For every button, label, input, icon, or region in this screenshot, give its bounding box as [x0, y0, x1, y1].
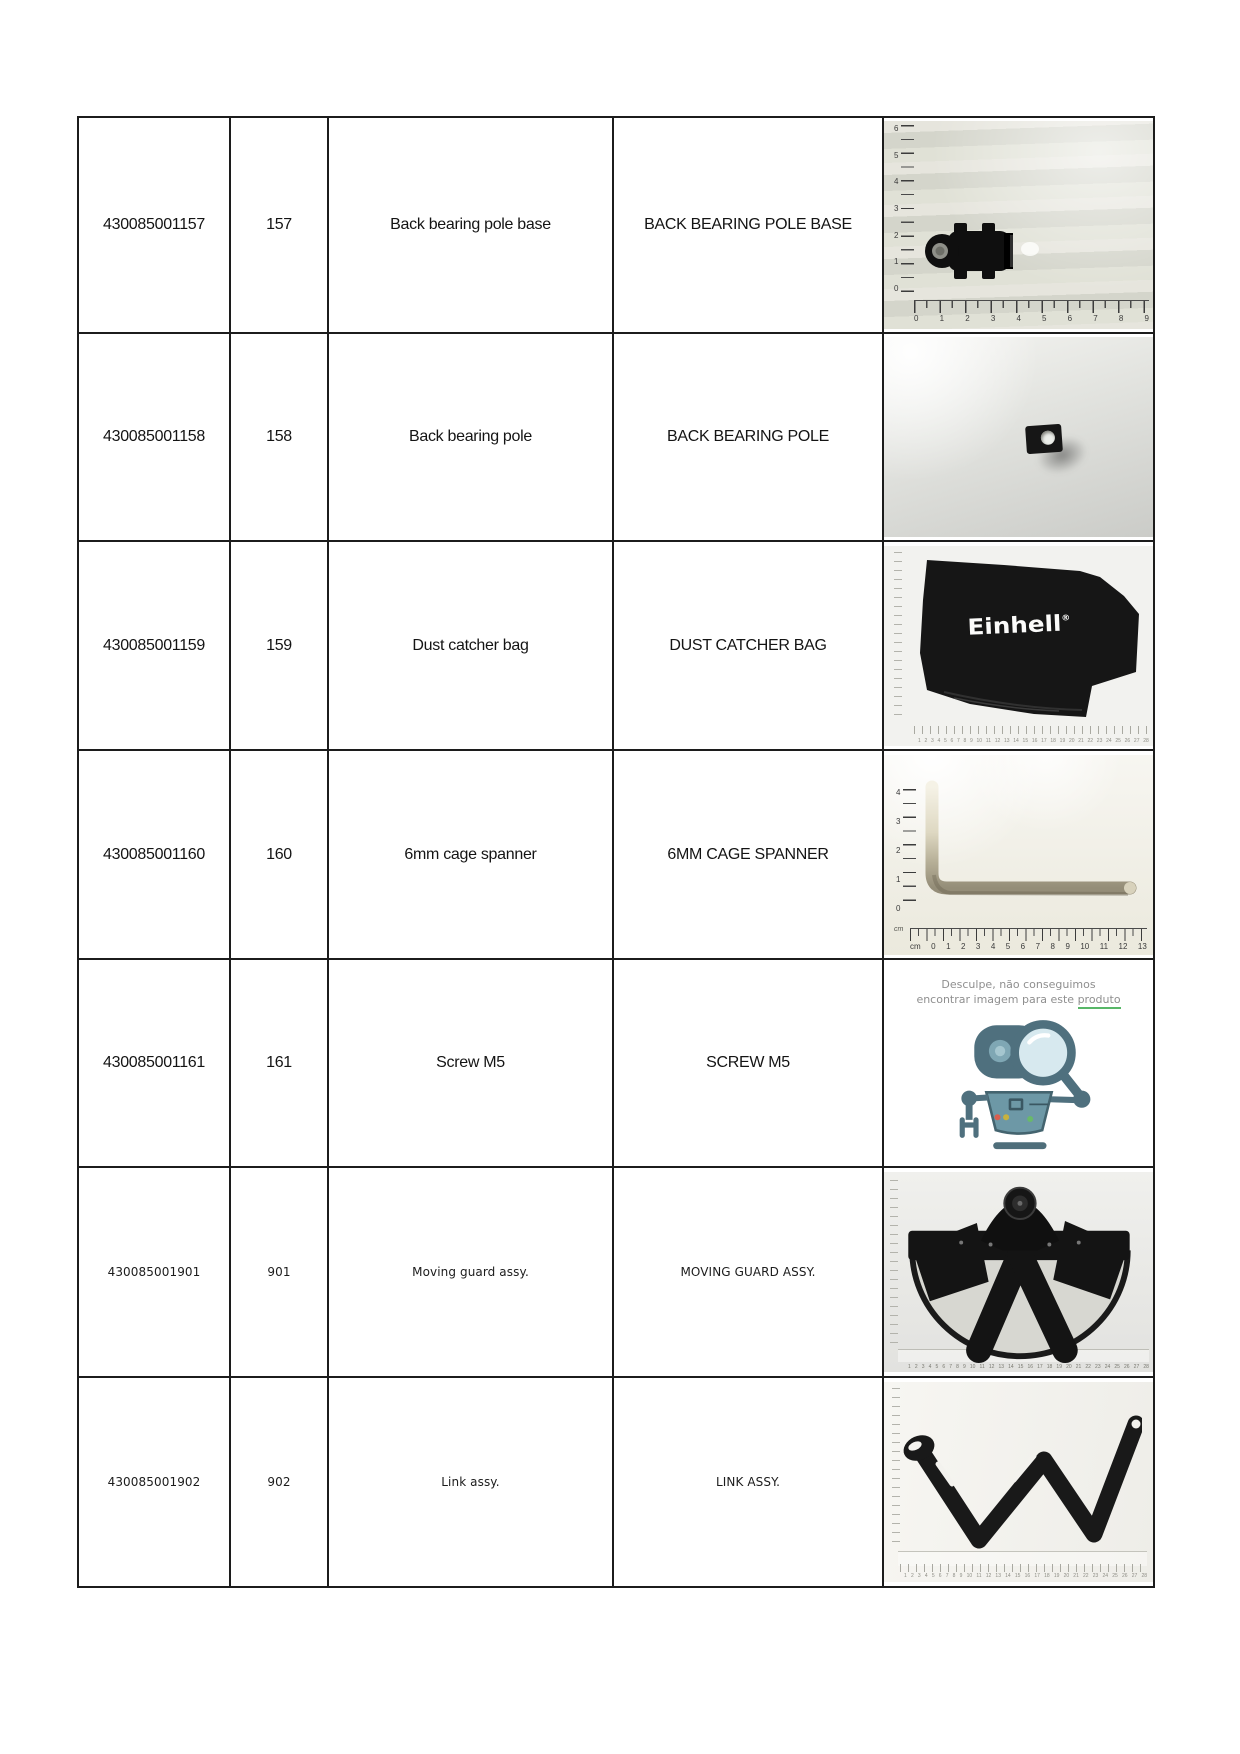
underlined-word: produto	[1078, 993, 1121, 1009]
ruler-horizontal	[910, 928, 1147, 951]
status-dot-red	[994, 1114, 1000, 1120]
dust-catcher-bag-photo	[884, 546, 1153, 746]
ruler-label: 21	[1078, 737, 1084, 744]
no-image-line2: encontrar imagem para este produto	[884, 992, 1153, 1007]
back-bearing-pole-base-photo	[884, 121, 1153, 329]
cell-index	[230, 117, 328, 333]
cell-photo	[883, 750, 1154, 959]
ruler-label: 11	[976, 1573, 982, 1579]
table-row	[78, 1377, 1154, 1587]
description: Back bearing pole	[409, 428, 532, 445]
ruler-label: 14	[1005, 1573, 1011, 1579]
pole-part-image	[1025, 424, 1063, 454]
description-upper: 6MM CAGE SPANNER	[667, 845, 829, 863]
ruler-label: 27	[1133, 737, 1140, 744]
ruler-label: 9	[970, 737, 973, 744]
cage-spanner-photo	[884, 755, 1153, 955]
ruler-label: 6	[950, 737, 954, 744]
ruler-vertical	[896, 789, 916, 913]
table-row	[78, 541, 1154, 750]
ruler-label: 22	[1085, 1364, 1091, 1370]
ruler-label: 20	[1068, 737, 1075, 744]
cell-photo	[883, 1377, 1154, 1587]
ruler-label: 2	[960, 941, 966, 951]
ruler-label: 7	[1035, 941, 1041, 951]
ruler-label: 10	[976, 737, 983, 744]
ruler-micro-labels	[908, 1365, 1149, 1370]
ruler-labels	[896, 789, 900, 913]
ruler-label: 26	[1124, 737, 1131, 744]
ruler-label: 13	[1137, 941, 1147, 951]
ruler-vertical	[894, 125, 914, 293]
cell-photo	[883, 333, 1154, 541]
link-assy-photo	[884, 1382, 1153, 1582]
ruler-label: 5	[1042, 314, 1047, 323]
ruler-label: 24	[1104, 1364, 1111, 1370]
ruler-label: 2	[914, 1364, 918, 1370]
ruler-label: 6	[894, 124, 899, 133]
parts-table	[77, 116, 1155, 1588]
ruler-label: 5	[1005, 941, 1011, 951]
part-number: 430085001158	[103, 428, 205, 445]
ruler-label: 27	[1131, 1573, 1138, 1579]
cell-description	[328, 959, 613, 1167]
index-number: 159	[266, 636, 292, 654]
robot-claw	[962, 1120, 976, 1135]
ruler-label: 17	[1041, 737, 1047, 744]
ruler-label: 3	[894, 203, 899, 213]
ruler-label: 26	[1124, 1364, 1130, 1370]
cell-photo	[883, 959, 1154, 1167]
ruler-micro-labels	[918, 739, 1149, 744]
ruler-label: 16	[1024, 1573, 1031, 1579]
ruler-label: 3	[896, 816, 901, 826]
ruler-label: 4	[937, 737, 941, 744]
part-number: 430085001902	[107, 1475, 201, 1489]
ruler-labels	[910, 943, 1147, 951]
index-number: 158	[266, 428, 292, 445]
ruler-label: 18	[1044, 1573, 1050, 1579]
cell-description	[328, 333, 613, 541]
description: Dust catcher bag	[412, 636, 529, 654]
einhell-logo: Einhell®	[966, 611, 1070, 641]
index-number: 160	[266, 845, 292, 863]
no-image-line1: Desculpe, não conseguimos	[941, 978, 1096, 991]
pole-base-part-image	[924, 219, 1050, 285]
description-upper: DUST CATCHER BAG	[669, 636, 827, 654]
ruler-label: 27	[1133, 1364, 1140, 1370]
cell-photo	[883, 117, 1154, 333]
ruler-label: 13	[1003, 737, 1010, 744]
cell-description	[328, 1167, 613, 1377]
description-upper: MOVING GUARD ASSY.	[680, 1265, 816, 1279]
ruler-label: 2	[896, 845, 901, 855]
ruler-label: 9	[1144, 314, 1149, 323]
ruler-label: 10	[966, 1573, 973, 1579]
ruler-label: 12	[985, 1573, 992, 1579]
ruler-label: 13	[998, 1364, 1005, 1370]
ruler-label: 15	[1014, 1573, 1021, 1579]
cell-part-number	[78, 959, 230, 1167]
ruler-label: 13	[995, 1573, 1001, 1579]
cell-description-upper	[613, 1167, 883, 1377]
ruler-label: 20	[1066, 1364, 1072, 1370]
ruler-label: 20	[1063, 1573, 1070, 1579]
description: Back bearing pole base	[390, 216, 551, 233]
ruler-label: 5	[935, 1364, 939, 1370]
ruler-label: 1	[896, 874, 901, 884]
ruler-label: 18	[1050, 737, 1056, 744]
ruler-label: 16	[1027, 1364, 1034, 1370]
ruler-micro-labels	[904, 1574, 1147, 1579]
table-row	[78, 1167, 1154, 1377]
ruler-label: 17	[1034, 1573, 1040, 1579]
cell-part-number	[78, 750, 230, 959]
robot-right-arm	[1049, 1099, 1075, 1100]
cell-part-number	[78, 1377, 230, 1587]
cell-part-number	[78, 333, 230, 541]
ruler-label: 1	[918, 737, 921, 744]
hex-key-image	[884, 755, 1151, 955]
index-number: 902	[267, 1475, 291, 1489]
description: Moving guard assy.	[412, 1265, 529, 1279]
magnifier-handle	[1062, 1074, 1078, 1095]
moving-guard-assy-photo	[884, 1172, 1153, 1372]
ruler-label: 22	[1083, 1573, 1089, 1579]
ruler-ticks	[901, 125, 914, 293]
ruler-label: 17	[1037, 1364, 1043, 1370]
cell-description	[328, 541, 613, 750]
description: Link assy.	[441, 1475, 500, 1489]
robot-base	[993, 1142, 1046, 1149]
ruler-label: 19	[1059, 737, 1066, 744]
cell-index	[230, 541, 328, 750]
ruler-label: 28	[1143, 737, 1149, 744]
ruler-label: 8	[1118, 314, 1124, 323]
cell-part-number	[78, 541, 230, 750]
description-upper: BACK BEARING POLE BASE	[644, 216, 852, 233]
ruler-label: 25	[1114, 1364, 1120, 1370]
ruler-label: 1	[908, 1364, 911, 1370]
description-upper: SCREW M5	[706, 1054, 790, 1071]
ruler-label: 23	[1095, 1364, 1101, 1370]
ruler-label: 25	[1115, 737, 1121, 744]
ruler-label: 2	[965, 314, 970, 323]
ruler-label: 6	[1067, 314, 1073, 323]
description-upper: LINK ASSY.	[715, 1475, 781, 1489]
ruler-label: 15	[1022, 737, 1029, 744]
ruler-label: 3	[990, 314, 996, 323]
ruler-labels	[894, 125, 898, 293]
part-number: 430085001901	[107, 1265, 201, 1279]
ruler-label: 4	[896, 787, 901, 797]
ruler-label: 4	[924, 1573, 928, 1579]
cell-part-number	[78, 117, 230, 333]
ruler-label: 8	[1050, 941, 1055, 951]
ruler-label: 2	[894, 230, 899, 240]
ruler-label: 6	[938, 1573, 942, 1579]
no-image-message	[884, 977, 1153, 1008]
ruler-label: 19	[1056, 1364, 1062, 1370]
cell-description-upper	[613, 959, 883, 1167]
ruler-label: 0	[896, 903, 901, 913]
ruler-label: 1	[904, 1573, 907, 1579]
cell-description-upper	[613, 750, 883, 959]
no-image-placeholder	[884, 963, 1153, 1163]
cell-description-upper	[613, 541, 883, 750]
ruler-label: 8	[952, 1573, 956, 1579]
ruler-label: 10	[1080, 941, 1090, 951]
ruler-ticks	[910, 928, 1147, 941]
ruler-label: 16	[1031, 737, 1038, 744]
ruler-ticks-faint	[900, 1564, 1147, 1572]
ruler-label: 26	[1121, 1573, 1128, 1579]
ruler-label: 3	[921, 1364, 925, 1370]
ruler-label: 3	[917, 1573, 921, 1579]
back-bearing-pole-photo	[884, 337, 1153, 537]
ruler-ticks	[903, 789, 916, 913]
part-number: 430085001161	[103, 1054, 205, 1071]
ruler-label: 4	[990, 941, 996, 951]
bag-image	[884, 546, 1151, 746]
ruler-label: 25	[1112, 1573, 1118, 1579]
ruler-label: 2	[924, 737, 928, 744]
ruler-label: 28	[1143, 1364, 1149, 1370]
ruler-label: 23	[1096, 737, 1103, 744]
ruler-label: 5	[894, 150, 899, 160]
part-number: 430085001160	[103, 845, 205, 863]
index-number: 901	[267, 1265, 291, 1279]
cell-description	[328, 1377, 613, 1587]
ruler-label: 23	[1092, 1573, 1099, 1579]
link-part-image	[896, 1388, 1142, 1556]
no-image-robot-icon	[933, 1013, 1105, 1151]
table-row	[78, 959, 1154, 1167]
ruler-label: cm	[910, 941, 921, 951]
ruler-label: 0	[931, 941, 936, 951]
ruler-label: 24	[1102, 1573, 1109, 1579]
ruler-label: 12	[988, 1364, 995, 1370]
ruler-label: 12	[994, 737, 1001, 744]
cell-index	[230, 333, 328, 541]
description: 6mm cage spanner	[404, 845, 537, 863]
table-row	[78, 117, 1154, 333]
cell-index	[230, 750, 328, 959]
ruler-label: 7	[949, 1364, 953, 1370]
ruler-label: 4	[928, 1364, 932, 1370]
ruler-label: 3	[931, 737, 934, 744]
index-number: 157	[266, 216, 292, 233]
cell-part-number	[78, 1167, 230, 1377]
part-number: 430085001159	[103, 636, 205, 654]
cell-description-upper	[613, 117, 883, 333]
part-number: 430085001157	[103, 216, 205, 233]
ruler-label: 9	[959, 1573, 963, 1579]
cell-photo	[883, 1167, 1154, 1377]
cell-description	[328, 750, 613, 959]
status-dot-green	[1027, 1116, 1033, 1122]
ruler-label: 28	[1141, 1573, 1147, 1579]
ruler-label: 8	[956, 1364, 959, 1370]
ruler-label: 1	[939, 314, 945, 323]
ruler-label: 6	[1020, 941, 1026, 951]
ruler-unit-label: cm	[894, 925, 904, 933]
index-number: 161	[266, 1054, 292, 1071]
ruler-label: 15	[1017, 1364, 1024, 1370]
ruler-label: 7	[945, 1573, 949, 1579]
ruler-label: 10	[969, 1364, 976, 1370]
ruler-label: 21	[1073, 1573, 1079, 1579]
ruler-label: 8	[963, 737, 967, 744]
ruler-label: 6	[942, 1364, 946, 1370]
cell-index	[230, 1167, 328, 1377]
ruler-label: 11	[979, 1364, 985, 1370]
ruler-label: 7	[1093, 314, 1098, 323]
ruler-label: 12	[1118, 941, 1128, 951]
ruler-label: 22	[1087, 737, 1094, 744]
table-row	[78, 750, 1154, 959]
description-upper: BACK BEARING POLE	[666, 428, 830, 445]
ruler-label: 2	[910, 1573, 914, 1579]
ruler-label: 5	[944, 737, 947, 744]
moving-guard-image	[890, 1172, 1146, 1364]
cell-photo	[883, 541, 1154, 750]
ruler-label: 11	[1099, 941, 1109, 951]
ruler-label: 19	[1053, 1573, 1060, 1579]
status-dot-yellow	[1003, 1114, 1009, 1120]
ruler-label: 24	[1106, 737, 1112, 744]
cell-index	[230, 959, 328, 1167]
ruler-label: 11	[985, 737, 991, 744]
table-row	[78, 333, 1154, 541]
ruler-label: 4	[894, 177, 899, 187]
cell-description-upper	[613, 1377, 883, 1587]
ruler-label: 1	[946, 941, 951, 951]
ruler-label: 0	[914, 314, 919, 323]
ruler-label: 3	[975, 941, 981, 951]
ruler-horizontal	[914, 300, 1149, 323]
description: Screw M5	[436, 1054, 505, 1071]
ruler-label: 7	[957, 737, 960, 744]
ruler-label: 9	[1065, 941, 1070, 951]
ruler-label: 14	[1013, 737, 1019, 744]
ruler-labels	[914, 315, 1149, 323]
cell-index	[230, 1377, 328, 1587]
cell-description	[328, 117, 613, 333]
ruler-label: 1	[894, 257, 899, 267]
ruler-label: 21	[1075, 1364, 1082, 1370]
ruler-label: 18	[1046, 1364, 1053, 1370]
ruler-ticks	[914, 300, 1149, 313]
ruler-label: 9	[963, 1364, 966, 1370]
ruler-label: 0	[894, 283, 899, 293]
ruler-label: 5	[931, 1573, 935, 1579]
ruler-label: 4	[1016, 314, 1021, 323]
ruler-label: 14	[1008, 1364, 1014, 1370]
cell-description-upper	[613, 333, 883, 541]
